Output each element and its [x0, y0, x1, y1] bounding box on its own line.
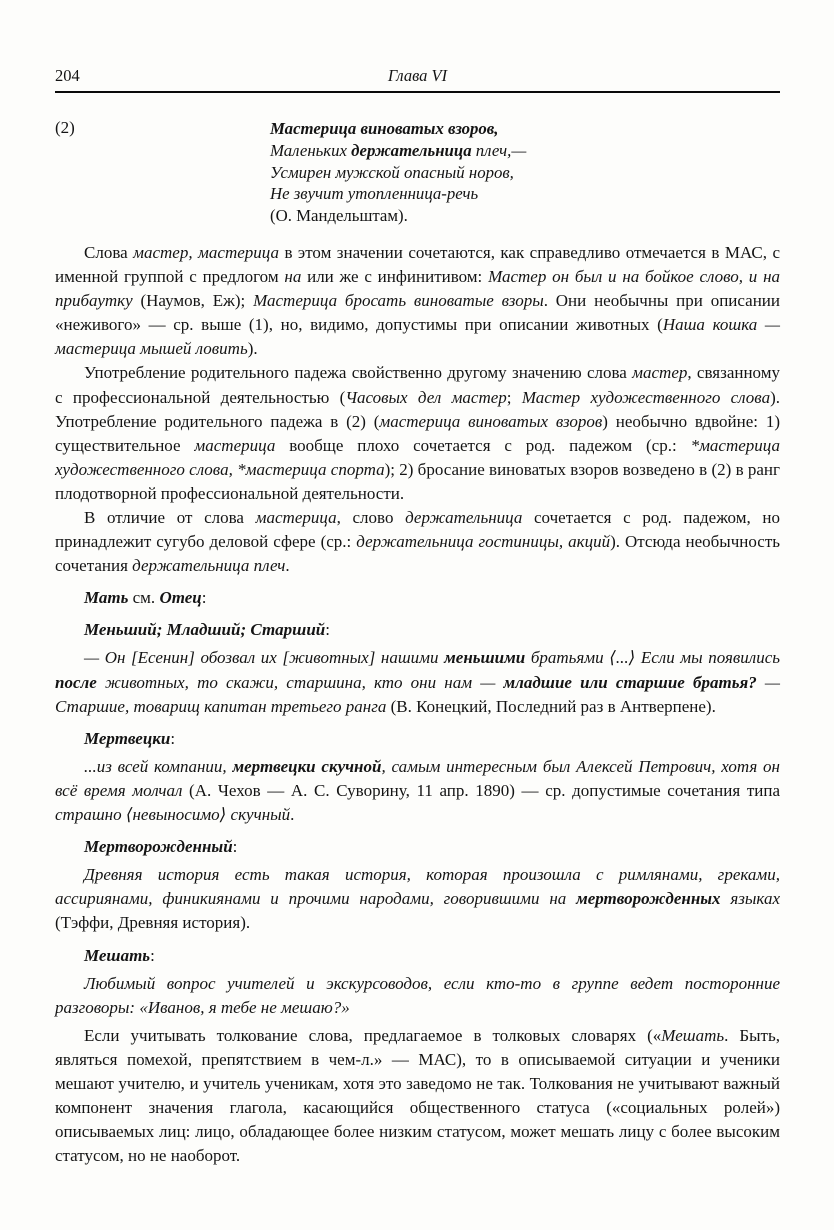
text-segment: — Старшие, товарищ капитан третьего ранга [55, 672, 780, 716]
quote-teffi [55, 863, 780, 935]
text-segment: , самым интересным был Алексей Петрович, хотя он всё время молчал [55, 756, 780, 800]
text-segment: держательница [351, 140, 472, 160]
header-rule [55, 91, 780, 93]
entry-mat [55, 586, 780, 610]
text-segment: ). Употребление родительного падежа в (2) ( [55, 387, 780, 431]
text-segment: ...из всей компании, [84, 756, 233, 776]
text-segment: ); 2) бросание виноватых взоров возведено в (2) в ранг плодотворной профессиональной деятельности. [55, 459, 780, 503]
text-segment: Меньший; Младший; Старший [84, 620, 326, 640]
text-segment: (О. Мандельштам). [270, 206, 408, 226]
text-segment: братьями ⟨...⟩ Если мы появились [525, 648, 780, 668]
text-segment: языках [720, 889, 780, 909]
entry-mertvetski [55, 727, 780, 751]
entry-mertvorozhdenny [55, 835, 780, 859]
text-segment: после [55, 672, 97, 692]
poem-line [270, 140, 780, 162]
text-segment: . [285, 556, 290, 576]
text-segment: держательница плеч [132, 556, 286, 576]
paragraph-slova-master [55, 241, 780, 361]
text-segment: Часовых дел мастер [345, 387, 507, 407]
quote-ivanov [55, 972, 780, 1020]
text-segment: сочетается с род. падежом, но принадлежит сугубо деловой сфере (ср.: [55, 508, 781, 552]
text-segment: ). [247, 339, 258, 359]
text-segment: мастер, мастерица [133, 242, 279, 262]
paragraph-tolkovanie [55, 1024, 780, 1169]
text-segment: Отец [159, 588, 202, 608]
text-segment: мастерица [194, 435, 276, 455]
text-segment: держательница гостиницы, акций [356, 532, 611, 552]
text-segment: младшие или старшие братья? [503, 672, 757, 692]
text-segment: Любимый вопрос учителей и экскурсоводов, если кто-то в группе ведет посторонние разговоры: «Иванов, я тебе не мешаю?» [55, 973, 780, 1017]
text-segment: . Они необычны при описании «неживого» — ср. выше (1), но, видимо, допустимы при описании животных ( [55, 291, 780, 335]
text-segment: — Он [Есенин] обозвал их [животных] нашими [84, 648, 445, 668]
quote-konetsky [55, 646, 780, 718]
text-segment: Наша кошка — мастерица мышей ловить [55, 315, 780, 359]
poem-line [270, 118, 780, 140]
text-segment: : [150, 945, 155, 965]
text-segment: Употребление родительного падежа свойственно другому значению слова [84, 363, 633, 383]
text-segment: держательница [405, 508, 523, 528]
text-segment: ) необычно вдвойне: 1) существительное [55, 411, 780, 455]
text-segment: мертворожденных [576, 889, 721, 909]
paragraph-derzhatelnitsa [55, 506, 780, 578]
text-segment: вообще плохо сочетается с род. падежом (ср.: [275, 435, 691, 455]
text-segment: , связанному с профессиональной деятельностью ( [55, 363, 780, 407]
text-segment: Древняя история есть такая история, которая произошла с римлянами, греками, ассириянами, финикиянами и прочими народами, говорившими на [55, 865, 780, 909]
example-number: (2) [55, 118, 75, 137]
text-segment: Не звучит утопленница-речь [270, 184, 479, 204]
quote-chekhov [55, 755, 780, 827]
poem-line [270, 162, 780, 184]
paragraph-upotreblenie-padezha [55, 361, 780, 506]
running-head [55, 66, 780, 86]
text-segment: мастерица [255, 508, 337, 528]
text-segment: (А. Чехов — А. С. Суворину, 11 апр. 1890) — ср. допустимые сочетания типа [182, 780, 780, 800]
text-segment: Маленьких [270, 140, 352, 160]
text-segment: или же с инфинитивом: [301, 267, 489, 287]
text-segment: ; [506, 387, 522, 407]
poem-epigraph [55, 118, 780, 227]
text-segment: (Наумов, Еж); [132, 291, 254, 311]
text-segment: *мастерица художественного слова, *мастерица спорта [55, 435, 780, 479]
text-segment: Мешать [661, 1025, 725, 1045]
text-segment: ). Отсюда необычность сочетания [55, 532, 781, 576]
chapter-title: Глава VI [387, 66, 448, 85]
text-segment: плеч,— [471, 140, 527, 160]
page-body [55, 241, 780, 1168]
text-segment: мертвецки скучной [232, 756, 382, 776]
text-segment: . [290, 805, 295, 825]
text-segment: : [232, 837, 238, 857]
text-segment: Мертвецки [84, 728, 171, 748]
text-segment: Мать [84, 588, 129, 608]
text-segment: Если учитывать толкование слова, предлагаемое в толковых словарях (« [84, 1025, 662, 1045]
text-segment: Мешать [84, 945, 151, 965]
text-segment: животных, то скажи, старшина, кто они нам — [96, 672, 504, 692]
text-segment: мастерица виноватых взоров [379, 411, 603, 431]
text-segment: на [284, 267, 302, 287]
text-segment: Слова [84, 242, 134, 262]
text-segment: : [170, 728, 176, 748]
poem-attribution [270, 205, 780, 227]
poem-line [270, 183, 780, 205]
text-segment: В отличие от слова [84, 508, 256, 528]
page-number: 204 [55, 66, 80, 85]
text-segment: Усмирен мужской опасный норов, [270, 162, 514, 182]
text-segment: : [325, 620, 330, 640]
text-segment: Мастерица бросать виноватые взоры [253, 291, 544, 311]
text-segment: : [201, 588, 207, 608]
text-segment: см. [128, 588, 160, 608]
text-segment: . Быть, являться помехой, препятствием в чем-л.» — МАС), то в описываемой ситуации и ученики мешают учителю, и учитель ученикам, хотя это заведомо не так. Толкования не учитывают важный компонент значения глагола, касающийся общественного статуса («социальных ролей») описываемых лиц: лицо, обладающее более низким статусом, может мешать лицу с более высоким статусом, но не наоборот. [55, 1025, 780, 1166]
text-segment: (В. Конецкий, Последний раз в Антверпене). [386, 696, 716, 716]
entry-menshiy-mladshiy-starshiy [55, 618, 780, 642]
text-segment: Мастерица виноватых взоров, [270, 119, 499, 138]
text-segment: страшно ⟨невыносимо⟩ скучный [55, 805, 291, 825]
text-segment: Мастер художественного слова [521, 387, 771, 407]
text-segment: мастер [632, 363, 688, 383]
text-segment: Мастер он был и на бойкое слово, и на прибаутку [55, 267, 781, 311]
entry-meshat [55, 944, 780, 968]
text-segment: меньшими [444, 648, 526, 668]
text-segment: Мертворожденный [84, 837, 233, 857]
poem-lines [270, 118, 780, 227]
text-segment: в этом значении сочетаются, как справедливо отмечается в МАС, с именной группой с предлогом [55, 242, 780, 287]
text-segment: , слово [336, 508, 406, 528]
text-segment: (Тэффи, Древняя история). [55, 913, 251, 933]
